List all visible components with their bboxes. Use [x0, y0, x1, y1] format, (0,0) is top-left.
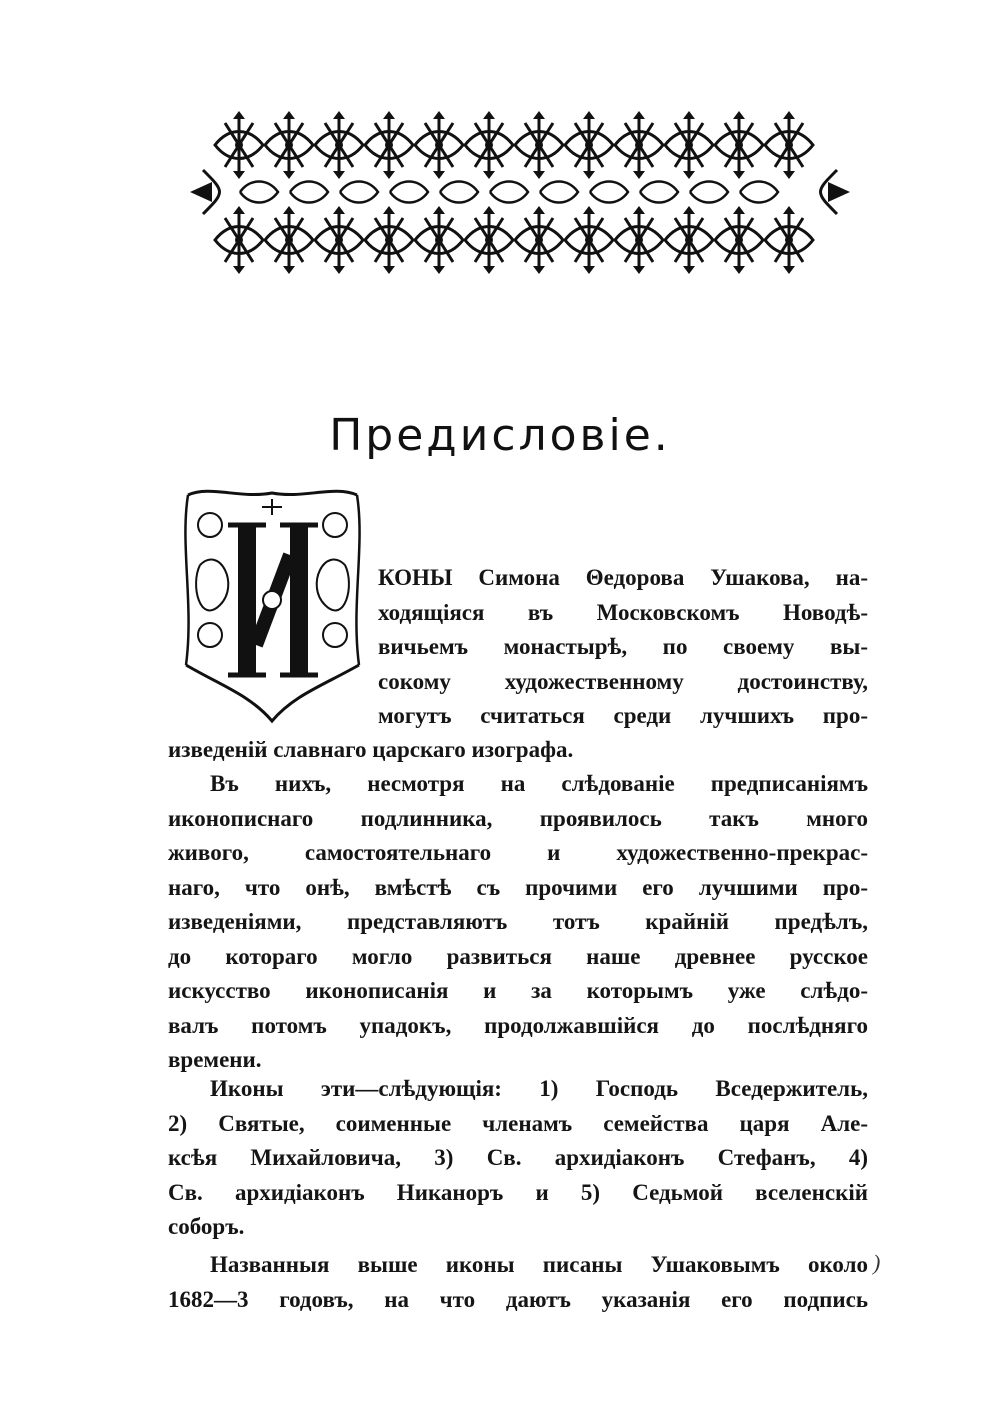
text-line: 1682—3 годовъ, на что даютъ указанія его подпись	[168, 1286, 868, 1312]
text-line: валъ потомъ упадокъ, продолжавшійся до послѣдняго	[168, 1012, 868, 1038]
text-line: Названныя выше иконы писаны Ушаковымъ около	[210, 1252, 868, 1277]
text-line: наго, что онѣ, вмѣстѣ съ прочими его лучшими про-	[168, 874, 868, 900]
ornate-drop-cap-icon	[180, 485, 365, 725]
text-line: могутъ считаться среди лучшихъ про-	[378, 703, 868, 728]
ornamental-headpiece-icon	[185, 100, 855, 285]
text-line: 2) Святые, соименные членамъ семейства царя Але-	[168, 1110, 868, 1136]
text-line: сокому художественному достоинству,	[378, 668, 868, 694]
text-line: времени.	[168, 1047, 262, 1072]
text-line: живого, самостоятельнаго и художественно-прекрас-	[168, 840, 868, 865]
paragraph-1-continuation	[168, 733, 868, 768]
paragraph-4	[168, 1248, 868, 1317]
text-line: Св. архидіаконъ Никаноръ и 5) Седьмой вселенскій	[168, 1179, 868, 1205]
paragraph-1	[378, 561, 868, 734]
text-line: ходящіяся въ Московскомъ Новодѣ-	[378, 599, 868, 625]
paragraph-2	[168, 767, 868, 1078]
text-line: изведеніями, представляютъ тотъ крайній предѣлъ,	[168, 909, 868, 934]
page-title: Предисловіе.	[329, 410, 671, 461]
text-line: Иконы эти—слѣдующія: 1) Господь Вседержитель,	[210, 1076, 868, 1101]
text-line: изведеній славнаго царскаго изографа.	[168, 737, 574, 762]
text-line: до котораго могло развиться наше древнее русское	[168, 943, 868, 969]
text-line: вичьемъ монастырѣ, по своему вы-	[378, 634, 868, 659]
text-line: Въ нихъ, несмотря на слѣдованіе предписаніямъ	[210, 771, 868, 796]
text-line: соборъ.	[168, 1214, 245, 1239]
text-line: искусство иконописанія и за которымъ уже слѣдо-	[168, 978, 868, 1003]
text-line: КОНЫ Симона Θедорова Ушакова, на-	[378, 565, 868, 590]
paragraph-3	[168, 1072, 868, 1245]
margin-mark: )	[873, 1250, 881, 1275]
text-line: ксѣя Михайловича, 3) Св. архидіаконъ Стефанъ, 4)	[168, 1145, 868, 1170]
text-line: иконописнаго подлинника, проявилось такъ много	[168, 805, 868, 831]
